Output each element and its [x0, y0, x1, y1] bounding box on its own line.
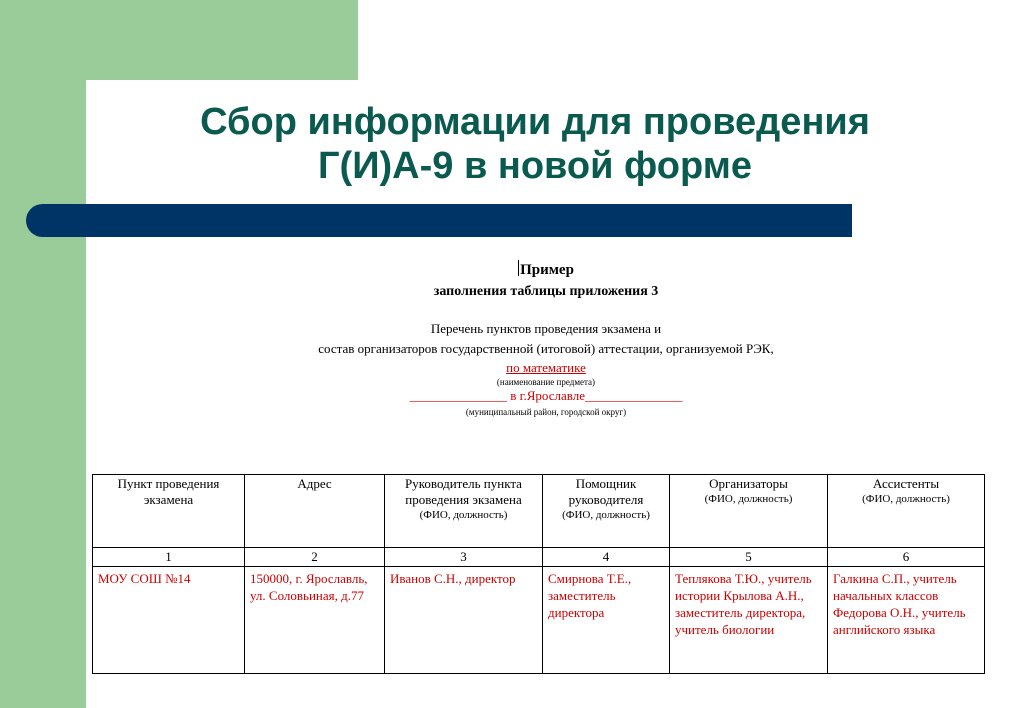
- document-image: [86, 256, 1006, 696]
- doc-subject-caption: (наименование предмета): [496, 377, 596, 387]
- header-title: Адрес: [297, 476, 332, 491]
- doc-subject: по математике: [506, 360, 586, 375]
- doc-description-line1: Перечень пунктов проведения экзамена и: [430, 321, 662, 336]
- table-header-cell: [385, 475, 543, 548]
- table-row: [93, 567, 985, 674]
- header-title: Пункт проведения экзамена: [117, 476, 220, 507]
- header-subtitle: (ФИО, должность): [419, 509, 508, 521]
- table-number-row: [93, 548, 985, 567]
- header-subtitle: (ФИО, должность): [704, 493, 793, 505]
- header-title: Ассистенты: [872, 476, 940, 491]
- doc-district-caption: (муниципальный район, городской округ): [465, 407, 627, 417]
- green-side-panel: [0, 0, 86, 708]
- cell-exam-point: МОУ СОШ №14: [93, 567, 245, 674]
- doc-district: _______________ в г.Ярославле_______________: [409, 388, 683, 403]
- exam-points-table: [92, 474, 985, 674]
- table-header-row: [93, 475, 985, 548]
- column-number: 6: [828, 548, 985, 567]
- header-subtitle: (ФИО, должность): [562, 509, 650, 521]
- doc-heading1: [86, 260, 1006, 279]
- doc-heading2: заполнения таблицы приложения 3: [433, 284, 659, 299]
- header-title: Помощник руководителя: [568, 476, 644, 507]
- table-header-cell: [670, 475, 828, 548]
- table-header-cell: [93, 475, 245, 548]
- cell-assistant-head: Смирнова Т.Е., заместитель директора: [543, 567, 670, 674]
- table-header-cell: [828, 475, 985, 548]
- column-number: 4: [543, 548, 670, 567]
- title-divider-bar: [26, 204, 852, 237]
- column-number: 1: [93, 548, 245, 567]
- table-header-cell: [543, 475, 670, 548]
- cell-address: 150000, г. Ярославль, ул. Соловьиная, д.77: [245, 567, 385, 674]
- slide-title-line2: Г(И)А-9 в новой форме: [318, 145, 752, 187]
- cell-assistants: Галкина С.П., учитель начальных классов Федорова О.Н., учитель английского языка: [828, 567, 985, 674]
- header-subtitle: (ФИО, должность): [862, 493, 950, 505]
- header-title: Организаторы: [709, 476, 788, 491]
- slide-title-line1: Сбор информации для проведения: [200, 101, 870, 143]
- text-cursor: [518, 260, 519, 276]
- cell-organizers: Теплякова Т.Ю., учитель истории Крылова А.Н., заместитель директора, учитель биологии: [670, 567, 828, 674]
- column-number: 5: [670, 548, 828, 567]
- cell-head: Иванов С.Н., директор: [385, 567, 543, 674]
- doc-description-line2: состав организаторов государственной (итоговой) аттестации, организуемой РЭК,: [318, 341, 774, 356]
- header-title: Руководитель пункта проведения экзамена: [405, 476, 522, 507]
- column-number: 2: [245, 548, 385, 567]
- column-number: 3: [385, 548, 543, 567]
- doc-heading1-text: Пример: [520, 262, 574, 278]
- slide-title: [110, 100, 960, 188]
- table-header-cell: [245, 475, 385, 548]
